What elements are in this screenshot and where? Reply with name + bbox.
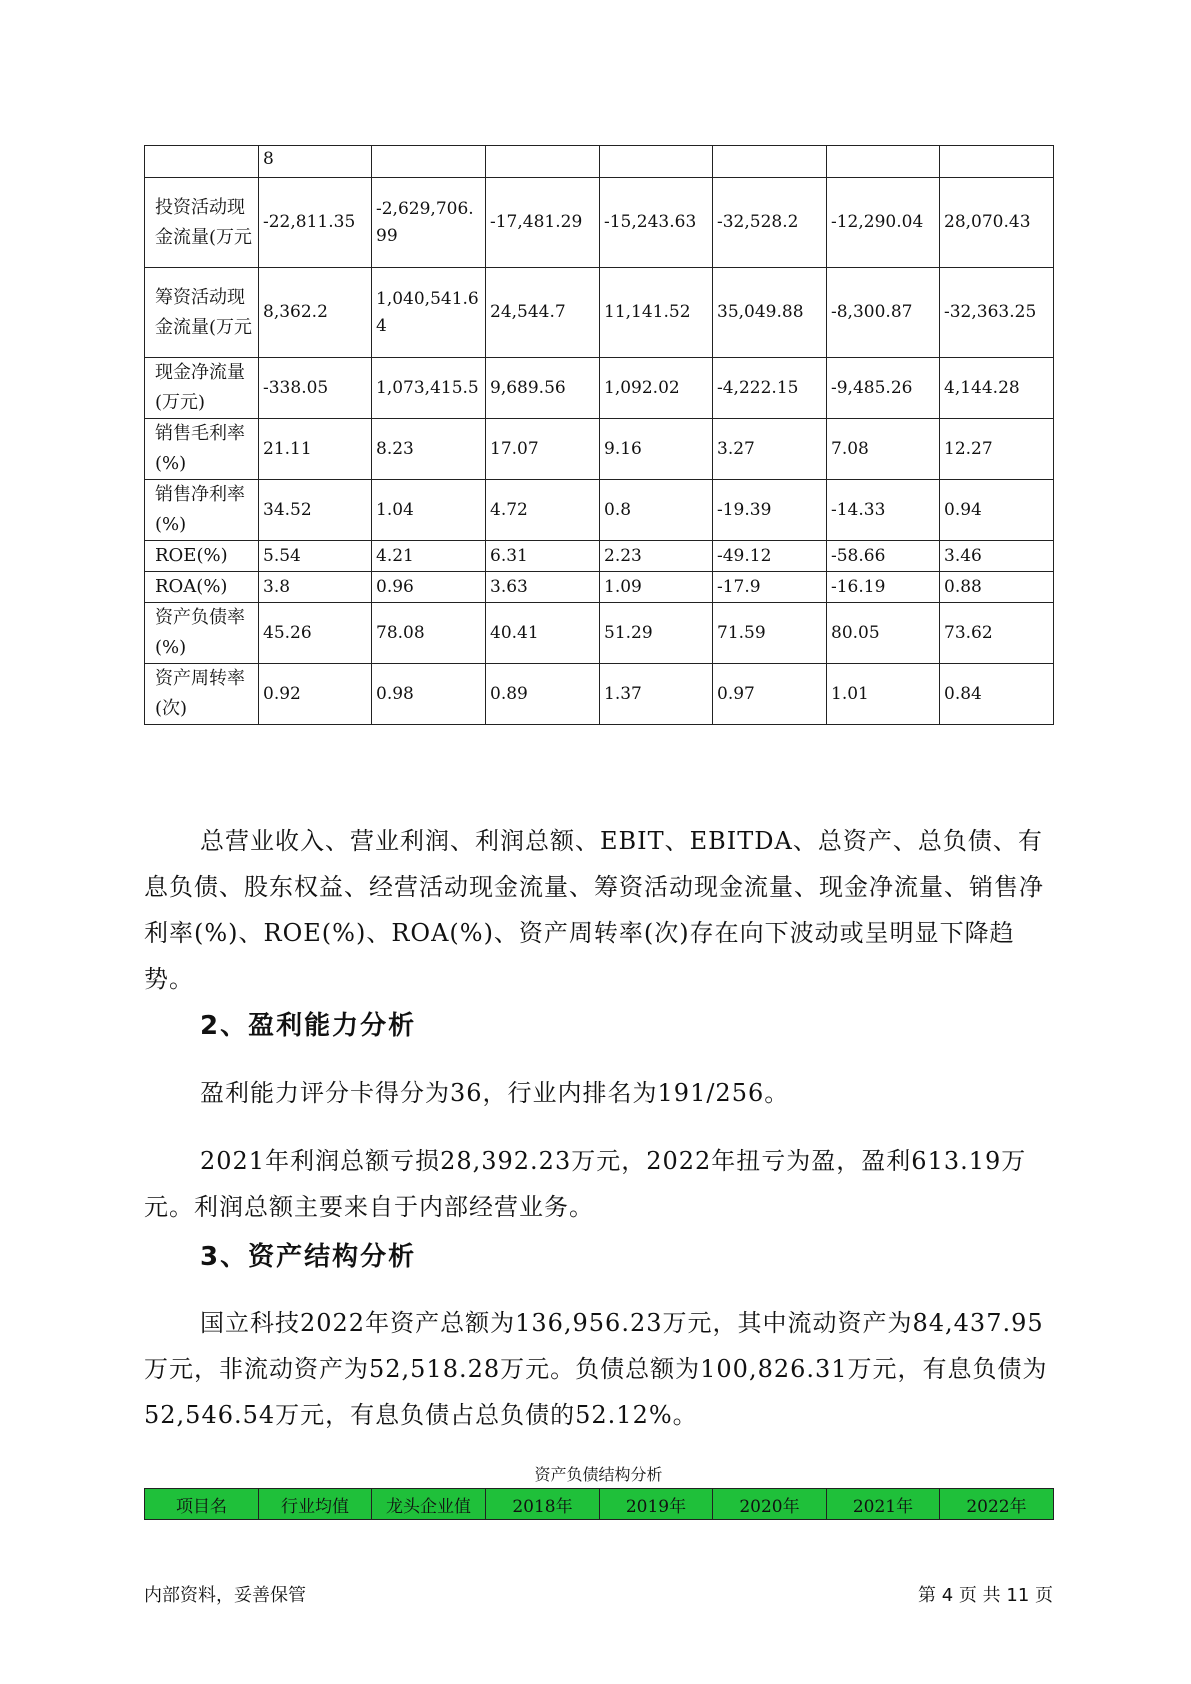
- row-label: ROA(%): [145, 572, 259, 603]
- table-cell: 5.54: [259, 541, 372, 572]
- table-cell: 0.88: [940, 572, 1054, 603]
- table-cell: -8,300.87: [827, 268, 940, 358]
- table-cell: 1.37: [600, 664, 713, 725]
- table-row: [145, 664, 1054, 725]
- table-cell: -338.05: [259, 358, 372, 419]
- table-cell: 1.01: [827, 664, 940, 725]
- table-cell: [372, 146, 486, 178]
- table-row: [145, 603, 1054, 664]
- profit-paragraph: 2021年利润总额亏损28,392.23万元，2022年扭亏为盈，盈利613.19万元。利润总额主要来自于内部经营业务。: [144, 1147, 1027, 1221]
- table-cell: 4.72: [486, 480, 600, 541]
- table-cell: 6.31: [486, 541, 600, 572]
- table-cell: 28,070.43: [940, 178, 1054, 268]
- table-cell: 0.89: [486, 664, 600, 725]
- table-cell: 9.16: [600, 419, 713, 480]
- table-cell: -12,290.04: [827, 178, 940, 268]
- table-cell: [713, 146, 827, 178]
- table-cell: 1.09: [600, 572, 713, 603]
- table-cell: [600, 146, 713, 178]
- table-cell: 8: [259, 146, 372, 178]
- table-cell: -9,485.26: [827, 358, 940, 419]
- table-cell: 71.59: [713, 603, 827, 664]
- table-cell: 0.92: [259, 664, 372, 725]
- table-cell: 2.23: [600, 541, 713, 572]
- row-label: ROE(%): [145, 541, 259, 572]
- table-cell: 0.8: [600, 480, 713, 541]
- table-cell: -32,528.2: [713, 178, 827, 268]
- table-row: [145, 178, 1054, 268]
- table-cell: 8.23: [372, 419, 486, 480]
- header-cell: 项目名: [145, 1489, 259, 1520]
- table-caption: 资产负债结构分析: [534, 1465, 663, 1484]
- table-cell: 1,040,541.64: [372, 268, 486, 358]
- header-cell: 龙头企业值: [372, 1489, 486, 1520]
- header-cell: 2020年: [713, 1489, 827, 1520]
- table-cell: -19.39: [713, 480, 827, 541]
- table-cell: 4,144.28: [940, 358, 1054, 419]
- header-cell: 2018年: [486, 1489, 600, 1520]
- table-cell: -14.33: [827, 480, 940, 541]
- table-cell: -16.19: [827, 572, 940, 603]
- row-label: 资产负债率(%): [145, 603, 259, 664]
- assets-paragraph: 国立科技2022年资产总额为136,956.23万元，其中流动资产为84,437.95万元，非流动资产为52,518.28万元。负债总额为100,826.31万元，有息负债为52,546.54万元，有息负债占总负债的52.12%。: [144, 1309, 1048, 1429]
- table-cell: 21.11: [259, 419, 372, 480]
- table-cell: 35,049.88: [713, 268, 827, 358]
- table-cell: -32,363.25: [940, 268, 1054, 358]
- table-cell: 1,092.02: [600, 358, 713, 419]
- table-cell: -2,629,706.99: [372, 178, 486, 268]
- table-cell: [827, 146, 940, 178]
- table-cell: -15,243.63: [600, 178, 713, 268]
- table-cell: 34.52: [259, 480, 372, 541]
- table-cell: 9,689.56: [486, 358, 600, 419]
- footer-confidential-note: 内部资料，妥善保管: [144, 1585, 306, 1606]
- trend-paragraph: 总营业收入、营业利润、利润总额、EBIT、EBITDA、总资产、总负债、有息负债、股东权益、经营活动现金流量、筹资活动现金流量、现金净流量、销售净利率(%)、ROE(%)、ROA(%)、资产周转率(次)存在向下波动或呈明显下降趋势。: [144, 827, 1044, 993]
- table-cell: 0.98: [372, 664, 486, 725]
- table-row: [145, 480, 1054, 541]
- table-cell: -49.12: [713, 541, 827, 572]
- footer-page-number: 第 4 页 共 11 页: [918, 1585, 1053, 1606]
- table-cell: -58.66: [827, 541, 940, 572]
- row-label: 筹资活动现金流量(万元: [145, 268, 259, 358]
- table-row: [145, 358, 1054, 419]
- table-cell: 73.62: [940, 603, 1054, 664]
- table-cell: [486, 146, 600, 178]
- score-paragraph: 盈利能力评分卡得分为36，行业内排名为191/256。: [200, 1079, 790, 1107]
- table-cell: 17.07: [486, 419, 600, 480]
- row-label: 销售净利率(%): [145, 480, 259, 541]
- table-cell: 8,362.2: [259, 268, 372, 358]
- table-row: [145, 268, 1054, 358]
- row-label: 现金净流量(万元): [145, 358, 259, 419]
- table-cell: 40.41: [486, 603, 600, 664]
- row-label: 投资活动现金流量(万元: [145, 178, 259, 268]
- table-cell: 11,141.52: [600, 268, 713, 358]
- table-row: [145, 541, 1054, 572]
- table-cell: 78.08: [372, 603, 486, 664]
- table-cell: 3.8: [259, 572, 372, 603]
- table-row: [145, 419, 1054, 480]
- table-cell: -4,222.15: [713, 358, 827, 419]
- table-cell: -17,481.29: [486, 178, 600, 268]
- table-cell: 1.04: [372, 480, 486, 541]
- table-cell: [145, 146, 259, 178]
- table-cell: 4.21: [372, 541, 486, 572]
- table-cell: 0.96: [372, 572, 486, 603]
- table-cell: 7.08: [827, 419, 940, 480]
- section-heading-profitability: 2、盈利能力分析: [200, 1011, 417, 1041]
- header-cell: 2022年: [940, 1489, 1054, 1520]
- table-cell: -17.9: [713, 572, 827, 603]
- table-cell: 1,073,415.5: [372, 358, 486, 419]
- table-row: [145, 146, 1054, 178]
- table-cell: 12.27: [940, 419, 1054, 480]
- asset-liability-structure-table: [144, 1488, 1054, 1520]
- header-cell: 行业均值: [259, 1489, 372, 1520]
- table-cell: 80.05: [827, 603, 940, 664]
- table-cell: 3.27: [713, 419, 827, 480]
- table-cell: 24,544.7: [486, 268, 600, 358]
- table-cell: 0.84: [940, 664, 1054, 725]
- table-cell: 3.63: [486, 572, 600, 603]
- table-cell: 51.29: [600, 603, 713, 664]
- header-cell: 2019年: [600, 1489, 713, 1520]
- header-cell: 2021年: [827, 1489, 940, 1520]
- row-label: 销售毛利率(%): [145, 419, 259, 480]
- table-cell: 3.46: [940, 541, 1054, 572]
- table-header-row: [145, 1489, 1054, 1520]
- table-row: [145, 572, 1054, 603]
- row-label: 资产周转率(次): [145, 664, 259, 725]
- table-cell: 0.97: [713, 664, 827, 725]
- table-cell: -22,811.35: [259, 178, 372, 268]
- table-cell: 0.94: [940, 480, 1054, 541]
- section-heading-asset-structure: 3、资产结构分析: [200, 1242, 417, 1272]
- table-cell: [940, 146, 1054, 178]
- financial-indicators-table: [144, 145, 1054, 725]
- table-cell: 45.26: [259, 603, 372, 664]
